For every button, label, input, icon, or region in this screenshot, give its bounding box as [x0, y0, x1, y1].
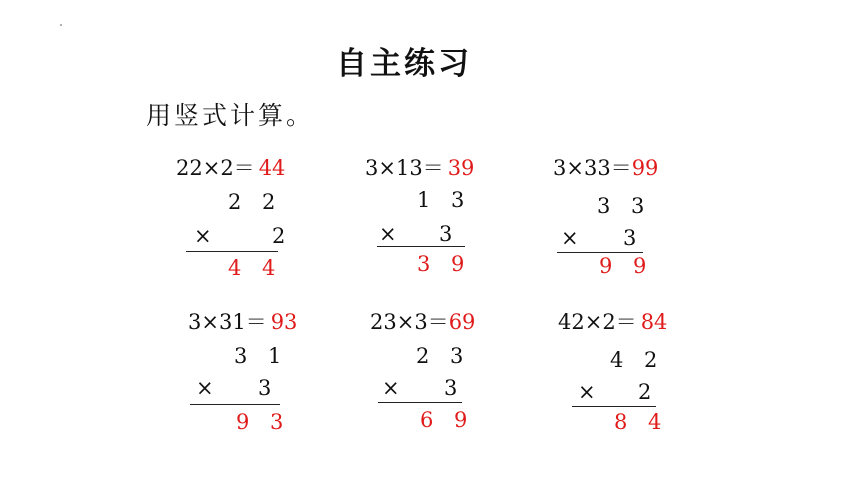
times-sign: ×	[194, 224, 219, 248]
equation	[176, 152, 285, 182]
underline	[377, 246, 465, 247]
equation-answer: 84	[640, 310, 668, 334]
multiplicand: 3 3	[597, 194, 652, 218]
equation-answer: 93	[270, 310, 298, 334]
equation-answer: 99	[631, 156, 659, 180]
equation-answer: 44	[258, 156, 286, 180]
times-sign: ×	[382, 376, 407, 400]
product-result: 4 4	[228, 256, 283, 280]
product-result: 9 3	[236, 410, 291, 434]
equation-expression: 22×2＝	[176, 156, 255, 180]
underline	[378, 402, 462, 403]
problem-card	[365, 152, 505, 292]
multiplicand: 3 1	[234, 344, 289, 368]
underline	[572, 406, 656, 407]
equation	[558, 306, 667, 336]
underline	[186, 251, 278, 252]
problem-card	[188, 306, 328, 446]
problem-card	[370, 306, 510, 446]
multiplier: 2	[272, 224, 293, 248]
times-sign: ×	[379, 222, 404, 246]
underline	[557, 252, 643, 253]
times-sign: ×	[578, 380, 603, 404]
equation-expression: 3×33＝	[553, 156, 632, 180]
multiplier: 3	[258, 376, 279, 400]
multiplicand: 2 2	[228, 190, 283, 214]
equation-expression: 3×13＝	[365, 156, 444, 180]
multiplicand: 1 3	[417, 188, 472, 212]
multiplicand: 2 3	[416, 344, 471, 368]
multiplier: 2	[638, 380, 659, 404]
times-sign: ×	[561, 226, 586, 250]
product-result: 3 9	[417, 252, 472, 276]
multiplicand: 4 2	[610, 348, 665, 372]
equation-expression: 42×2＝	[558, 310, 637, 334]
equation	[553, 152, 658, 182]
underline	[190, 404, 280, 405]
equation	[365, 152, 474, 182]
equation-answer: 39	[447, 156, 475, 180]
problem-card	[176, 152, 316, 292]
multiplier: 3	[623, 226, 644, 250]
times-sign: ×	[196, 376, 221, 400]
equation-expression: 23×3＝	[370, 310, 449, 334]
equation-expression: 3×31＝	[188, 310, 267, 334]
equation-answer: 69	[448, 310, 476, 334]
product-result: 6 9	[420, 408, 475, 432]
instruction-text: 用竖式计算。	[146, 101, 315, 130]
multiplier: 3	[439, 222, 460, 246]
multiplier: 3	[444, 376, 465, 400]
product-result: 8 4	[614, 410, 669, 434]
problem-card	[558, 306, 698, 446]
decorative-dot	[60, 24, 62, 26]
product-result: 9 9	[599, 254, 654, 278]
equation	[370, 306, 475, 336]
problem-card	[553, 152, 693, 292]
equation	[188, 306, 297, 336]
page-title: 自主练习	[336, 46, 472, 82]
